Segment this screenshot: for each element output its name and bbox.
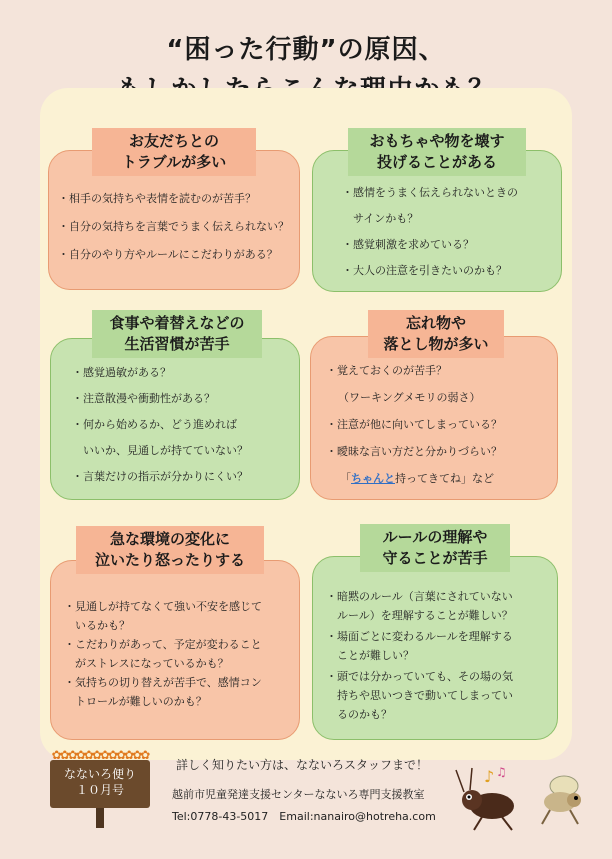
heading-line: ルールの理解や: [382, 528, 488, 546]
list-item: ・曖昧な言い方だと分かりづらい？: [326, 445, 502, 458]
signboard-line-2: １０月号: [75, 783, 124, 797]
heading-line: おもちゃや物を壊す: [369, 132, 505, 150]
heading-line: 急な環境の変化に: [109, 530, 230, 548]
heading-sudden-change: [76, 526, 264, 574]
heading-friend-trouble: [92, 128, 256, 176]
list-item: いるかも？: [64, 619, 130, 632]
list-item: ・注意が他に向いてしまっている？: [326, 418, 502, 431]
list-item: ・注意散漫や衝動性がある？: [72, 392, 215, 405]
music-note-icon: ♪: [484, 767, 495, 786]
list-item: ・相手の気持ちや表情を読むのが苦手？: [58, 192, 256, 205]
music-note-icon: ♫: [496, 765, 507, 779]
list-item: トロールが難しいのかも？: [64, 695, 207, 708]
heading-line: 守ることが苦手: [382, 549, 488, 567]
example-close: 持ってきてね」など: [395, 472, 494, 485]
list-item: がストレスになっているかも？: [64, 657, 229, 670]
heading-line: 投げることがある: [376, 153, 497, 171]
list-item: ・頭では分かっていても、その場の気: [326, 670, 513, 683]
list-item: ・見通しが持てなくて強い不安を感じて: [64, 600, 262, 613]
heading-line: お友だちとの: [128, 132, 219, 150]
footer-org: 越前市児童発達支援センターなないろ専門支援教室: [172, 788, 425, 801]
list-item: ・言葉だけの指示が分かりにくい？: [72, 470, 248, 483]
example-open: 「: [340, 472, 351, 485]
list-item: ・こだわりがあって、予定が変わること: [64, 638, 262, 651]
list-item: ・大人の注意を引きたいのかも？: [342, 264, 507, 277]
heading-forgetful: [368, 310, 504, 358]
footer-contact: Tel:0778-43-5017 Email:nanairo@hotreha.com: [172, 810, 436, 823]
list-item: ・場面ごとに変わるルールを理解する: [326, 630, 513, 643]
list-item: ・気持ちの切り替えが苦手で、感情コン: [64, 676, 262, 689]
list-item: 持ちや思いつきで動いてしまってい: [326, 689, 513, 702]
list-item: るのかも？: [326, 708, 392, 721]
list-item: ・感覚刺激を求めている？: [342, 238, 474, 251]
heading-break-toys: [348, 128, 526, 176]
footer-message: 詳しく知りたい方は、なないろスタッフまで！: [176, 758, 429, 772]
list-item: ・感情をうまく伝えられないときの: [342, 186, 518, 199]
list-item: ・自分の気持ちを言葉でうまく伝えられない？: [58, 220, 289, 233]
sign-post: [96, 808, 104, 828]
list-item: ・覚えておくのが苦手？: [326, 364, 447, 377]
heading-line: 生活習慣が苦手: [124, 335, 230, 353]
list-item: ・何から始めるか、どう進めれば: [72, 418, 237, 431]
example-text: [340, 470, 494, 486]
cricket-light-icon: [542, 776, 581, 824]
example-highlight: ちゃんと: [351, 472, 395, 485]
list-item: （ワーキングメモリの弱さ）: [338, 391, 481, 404]
newsletter-signboard: [50, 748, 150, 808]
heading-line: 食事や着替えなどの: [109, 314, 245, 332]
heading-line: 落とし物が多い: [383, 335, 489, 353]
signboard-line-1: なないろ便り: [63, 767, 136, 781]
heading-daily-habits: [92, 310, 262, 358]
heading-line: トラブルが多い: [121, 153, 227, 171]
list-item: ことが難しい？: [326, 649, 414, 662]
heading-rules: [360, 524, 510, 572]
heading-line: 忘れ物や: [405, 314, 466, 332]
list-item: ・暗黙のルール（言葉にされていない: [326, 590, 513, 603]
list-item: ・自分のやり方やルールにこだわりがある？: [58, 248, 278, 261]
autumn-leaves-icon: ✿✿✿✿✿✿✿✿✿✿✿✿: [51, 748, 149, 762]
list-item: ・感覚過敏がある？: [72, 366, 171, 379]
title-line-1: “困った行動”の原因、: [166, 35, 446, 65]
crickets-illustration: [452, 762, 602, 834]
list-item: ルール）を理解することが難しい？: [326, 609, 513, 622]
heading-line: 泣いたり怒ったりする: [94, 551, 245, 569]
list-item: いいか、見通しが持てていない？: [72, 444, 248, 457]
list-item: サインかも？: [342, 212, 419, 225]
